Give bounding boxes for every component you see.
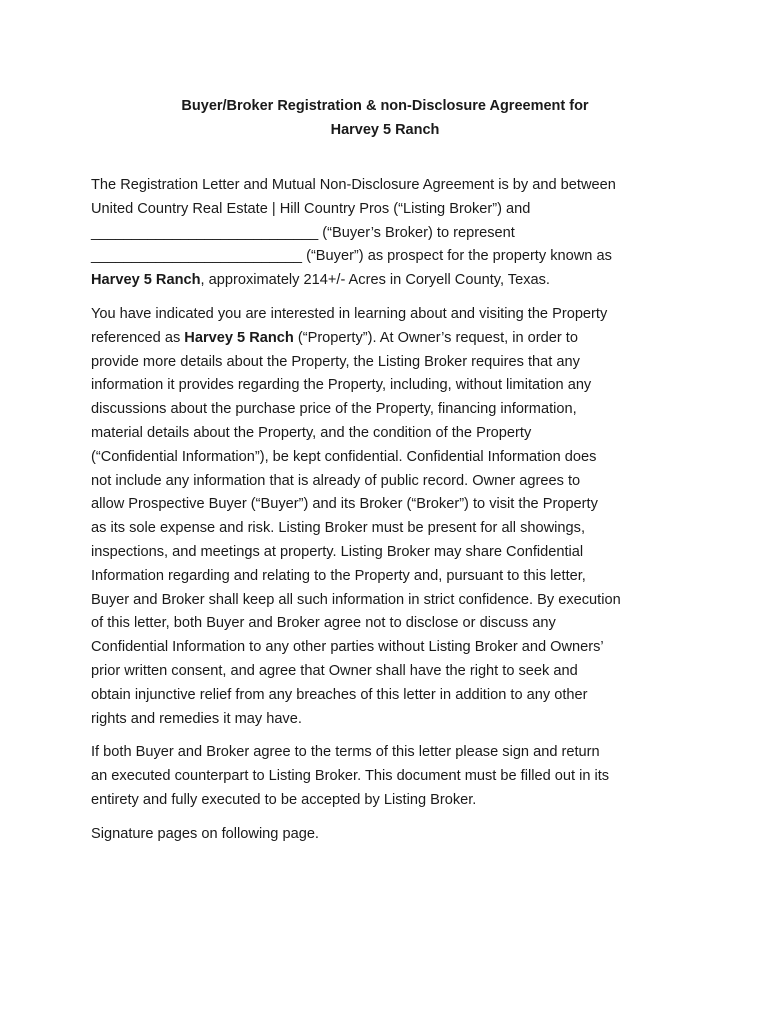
- paragraph-signature-note: [91, 823, 691, 847]
- text-line: entirety and fully executed to be accepted by Listing Broker.: [91, 791, 477, 808]
- document-body: [91, 174, 691, 857]
- text-line: inspections, and meetings at property. Listing Broker may share Confidential: [91, 543, 584, 560]
- text-line: You have indicated you are interested in learning about and visiting the Property: [91, 305, 608, 322]
- property-name: Harvey 5 Ranch: [91, 272, 201, 289]
- text-line: an executed counterpart to Listing Broker. This document must be filled out in its: [91, 768, 610, 785]
- text-fragment: referenced as: [91, 329, 185, 346]
- text-line: allow Prospective Buyer (“Buyer”) and its Broker (“Broker”) to visit the Property: [91, 496, 598, 513]
- text-line: [91, 327, 691, 351]
- text-line: obtain injunctive relief from any breaches of this letter in addition to any other: [91, 686, 588, 703]
- buyers-broker-blank-line: ____________________________ (“Buyer’s Broker) to represent: [91, 224, 515, 241]
- text-line: provide more details about the Property, the Listing Broker requires that any: [91, 353, 580, 370]
- text-line: of this letter, both Buyer and Broker agree not to disclose or discuss any: [91, 615, 556, 632]
- title-line-1: Buyer/Broker Registration & non-Disclosure Agreement for: [181, 98, 589, 114]
- document-title: [0, 94, 770, 142]
- text-line: (“Confidential Information”), be kept confidential. Confidential Information does: [91, 448, 597, 465]
- text-line: discussions about the purchase price of the Property, financing information,: [91, 401, 577, 418]
- text-line: material details about the Property, and the condition of the Property: [91, 424, 532, 441]
- text-line: rights and remedies it may have.: [91, 710, 302, 727]
- text-line: as its sole expense and risk. Listing Broker must be present for all showings,: [91, 520, 585, 537]
- text-line: [91, 269, 691, 293]
- paragraph-confidentiality: [91, 303, 691, 731]
- text-line: not include any information that is already of public record. Owner agrees to: [91, 472, 581, 489]
- text-line: Buyer and Broker shall keep all such information in strict confidence. By execution: [91, 591, 621, 608]
- text-line: United Country Real Estate | Hill Country Pros (“Listing Broker”) and: [91, 200, 531, 217]
- paragraph-parties: [91, 174, 691, 293]
- text-line: Information regarding and relating to the Property and, pursuant to this letter,: [91, 567, 586, 584]
- text-line: information it provides regarding the Property, including, without limitation any: [91, 377, 592, 394]
- text-fragment: (“Property”). At Owner’s request, in order to: [293, 329, 578, 346]
- text-line: Signature pages on following page.: [91, 825, 319, 842]
- text-line: The Registration Letter and Mutual Non-Disclosure Agreement is by and between: [91, 177, 616, 193]
- text-line: prior written consent, and agree that Owner shall have the right to seek and: [91, 662, 578, 679]
- paragraph-instructions: [91, 741, 691, 812]
- text-line: If both Buyer and Broker agree to the terms of this letter please sign and return: [91, 744, 600, 761]
- property-name: Harvey 5 Ranch: [184, 329, 294, 346]
- property-description: , approximately 214+/- Acres in Coryell County, Texas.: [200, 272, 550, 289]
- title-line-2: Harvey 5 Ranch: [330, 122, 440, 138]
- text-line: Confidential Information to any other parties without Listing Broker and Owners’: [91, 639, 604, 656]
- buyer-blank-line: __________________________ (“Buyer”) as prospect for the property known as: [91, 248, 612, 265]
